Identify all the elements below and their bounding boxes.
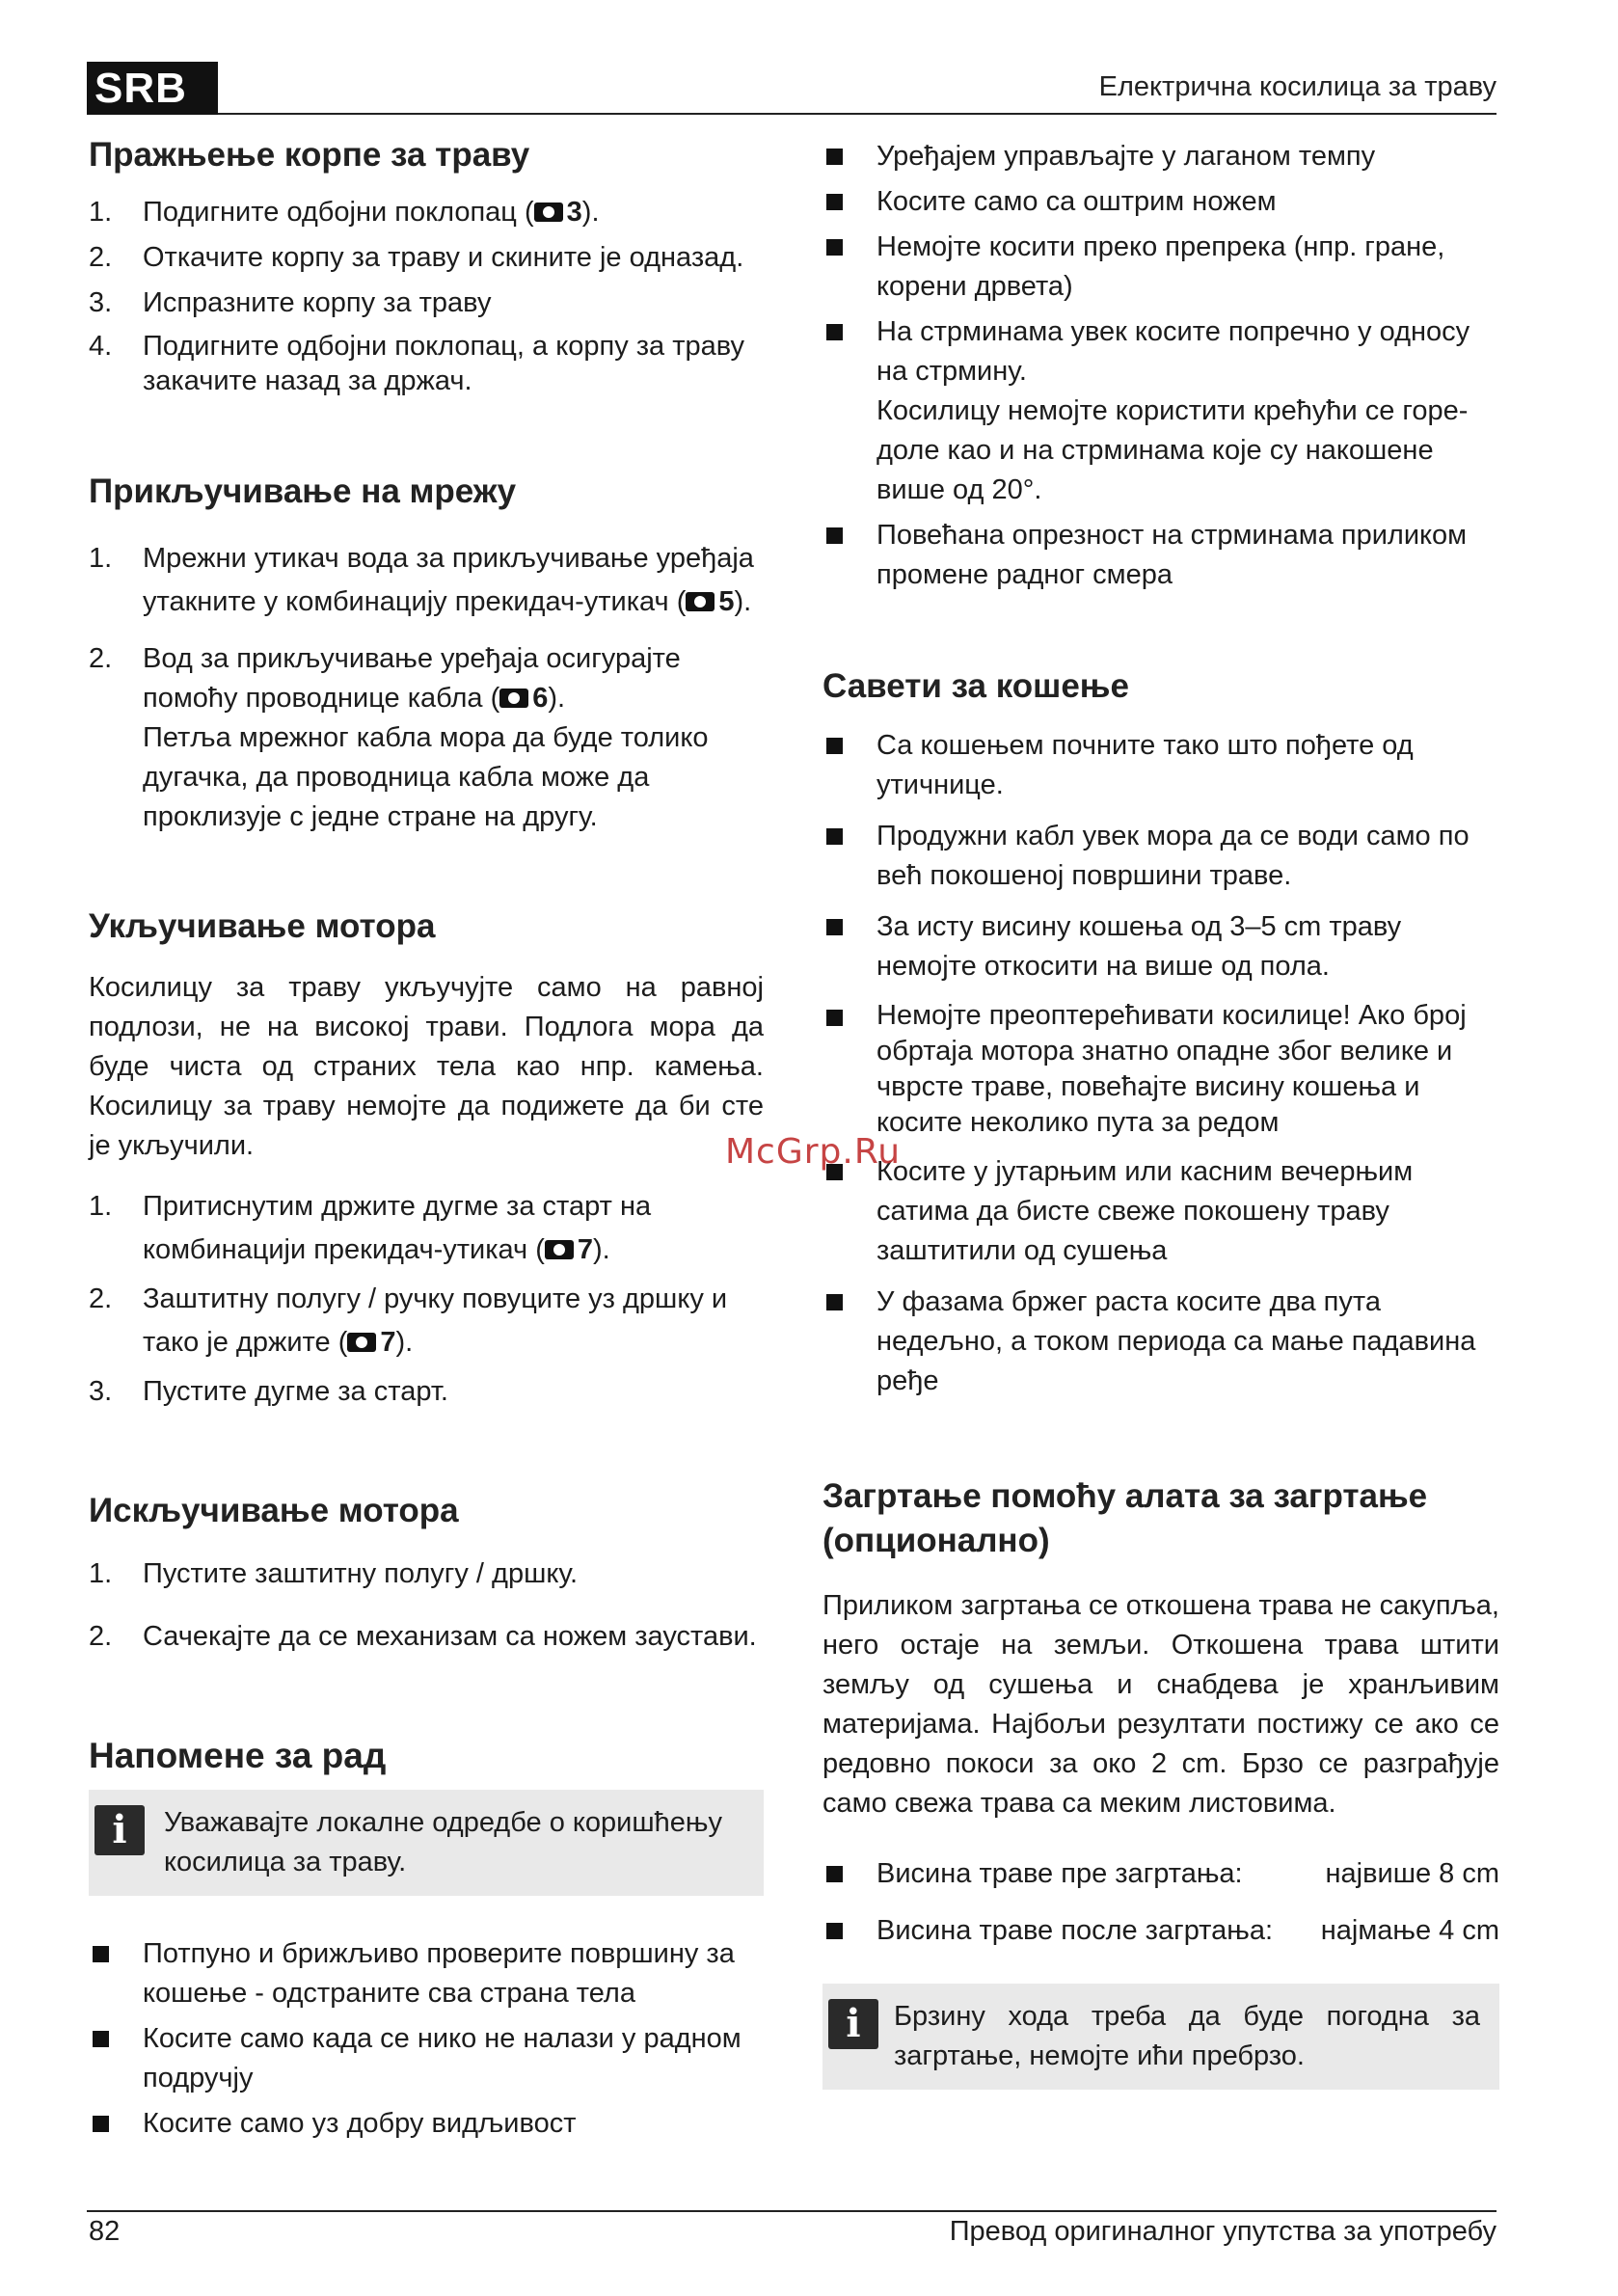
- list-item: [89, 1278, 764, 1364]
- figure-ref: 7: [577, 1234, 594, 1265]
- item-text: Подигните одбојни поклопац, а корпу за траву закачите назад за држач.: [143, 331, 745, 396]
- list-item: [822, 907, 1499, 986]
- figure-ref: 7: [380, 1327, 396, 1358]
- info-icon: i: [94, 1805, 145, 1855]
- bullet-square: [93, 2116, 109, 2132]
- section-title-work-notes: Напомене за рад: [89, 1736, 387, 1775]
- list-item: [89, 1554, 764, 1594]
- item-text: Откачите корпу за траву и скините је одназад.: [143, 242, 744, 273]
- left-column: [89, 133, 764, 2144]
- list-item: [822, 998, 1499, 1141]
- list-item: [89, 2019, 764, 2098]
- list-item: [89, 537, 764, 624]
- mulching-paragraph: Приликом загртања се откошена трава не сакупља, него остаје на земљи. Откошена трава штити земљу од сушења и снабдева је хранљивим материјама. Најбољи резултати постижу се ако се редовно покоси за око 2 cm. Брзо се разграђује само свежа трава са меким листовима.: [822, 1590, 1499, 1819]
- page-number: 82: [89, 2216, 121, 2247]
- bullet-square: [93, 2031, 109, 2047]
- item-text: Са кошењем почните тако што пођете од утичнице.: [876, 730, 1414, 800]
- list-item: [822, 228, 1499, 307]
- list-item: [89, 238, 764, 278]
- list-item: [822, 1283, 1499, 1401]
- item-text: Немојте косити преко препрека (нпр. гране, корени дрвета): [876, 231, 1445, 302]
- height-label: Висина траве после загртања:: [876, 1915, 1274, 1946]
- height-label: Висина траве пре загртања:: [876, 1858, 1243, 1889]
- watermark: McGrp.Ru: [725, 1132, 902, 1172]
- list-item: [89, 2104, 764, 2144]
- section-title-mowing-tips: Савети за кошење: [822, 667, 1129, 705]
- list-item: [822, 312, 1499, 510]
- item-text: Сачекајте да се механизам са ножем заустави.: [143, 1621, 757, 1652]
- list-item: [89, 1617, 764, 1657]
- bullet-square: [826, 194, 843, 210]
- bullet-square: [826, 738, 843, 754]
- list-item: [822, 1854, 1499, 1894]
- list-mains-connection: [89, 537, 764, 837]
- item-text: На стрминама увек косите попречно у односу на стрмину.: [876, 316, 1470, 387]
- item-text-end: ).: [593, 1234, 610, 1265]
- list-item: [822, 516, 1499, 595]
- figure-ref: 5: [718, 586, 735, 617]
- info-box-local-regulations: [89, 1790, 764, 1896]
- item-text-end: ).: [734, 586, 752, 617]
- list-motor-off: [89, 1554, 764, 1657]
- item-number: 1.: [89, 1558, 113, 1589]
- list-item: [89, 1934, 764, 2013]
- item-text: Косите само са оштрим ножем: [876, 186, 1277, 217]
- item-number: 2.: [89, 1283, 113, 1314]
- bullet-square: [826, 149, 843, 165]
- item-text: Мрежни утикач вода за прикључивање уређаја утакните у комбинацију прекидач-утикач (: [143, 543, 754, 617]
- bullet-square: [826, 527, 843, 544]
- list-item: [822, 1152, 1499, 1271]
- item-text: Потпуно и брижљиво проверите површину за кошење - одстраните сва страна тела: [143, 1938, 735, 2009]
- height-value: највише 8 cm: [1325, 1858, 1499, 1889]
- item-number: 2.: [89, 242, 113, 273]
- header-rule: [218, 113, 1497, 115]
- list-item: [822, 817, 1499, 896]
- item-number: 1.: [89, 543, 113, 574]
- item-text: Подигните одбојни поклопац (: [143, 197, 534, 228]
- info-text: Уважавајте локалне одредбе о коришћењу косилица за траву.: [164, 1807, 722, 1877]
- item-number: 3.: [89, 287, 113, 318]
- item-number: 2.: [89, 643, 113, 674]
- item-text: У фазама бржег раста косите два пута недељно, а током периода са мање падавина ређе: [876, 1286, 1476, 1396]
- list-mowing-tips: [822, 726, 1499, 1401]
- list-emptying-bag: [89, 193, 764, 398]
- list-item: [89, 284, 764, 323]
- header-title: Електрична косилица за траву: [1098, 71, 1497, 102]
- list-item: [89, 1185, 764, 1272]
- list-item: [89, 329, 764, 398]
- item-number: 1.: [89, 1191, 113, 1222]
- bullet-square: [826, 919, 843, 935]
- item-text-end: ).: [395, 1327, 414, 1358]
- camera-icon: [545, 1240, 574, 1259]
- item-text: За исту висину кошења од 3–5 cm траву немојте откосити на више од пола.: [876, 911, 1402, 982]
- bullet-square: [826, 1866, 843, 1882]
- bullet-square: [826, 828, 843, 845]
- camera-icon: [347, 1333, 376, 1352]
- section-title-mains-connection: Прикључивање на мрежу: [89, 473, 517, 510]
- item-number: 1.: [89, 197, 113, 228]
- item-text: Косите само када се нико не налази у радном подручју: [143, 2023, 742, 2093]
- height-value: најмање 4 cm: [1320, 1915, 1499, 1946]
- list-item: [89, 193, 764, 232]
- bullet-square: [93, 1946, 109, 1962]
- bullet-square: [826, 239, 843, 256]
- list-mulching-heights: [822, 1854, 1499, 1951]
- item-text: Пустите дугме за старт.: [143, 1376, 448, 1407]
- list-item: [822, 726, 1499, 805]
- list-work-notes: [89, 1934, 764, 2144]
- info-box-walking-speed: [822, 1984, 1499, 2090]
- camera-icon: [686, 592, 715, 611]
- item-text: Уређајем управљајте у лаганом темпу: [876, 141, 1376, 172]
- figure-ref: 6: [532, 683, 549, 714]
- section-title-mulching: Загртање помоћу алата за загртање (опционално): [822, 1477, 1428, 1559]
- bullet-square: [826, 1294, 843, 1310]
- list-operation-tips: [822, 137, 1499, 595]
- item-text-end: ).: [548, 683, 566, 714]
- item-text-end: ).: [581, 197, 600, 228]
- list-item: [89, 639, 764, 837]
- list-motor-on: [89, 1185, 764, 1412]
- item-text: Косите у јутарњим или касним вечерњим сатима да бисте свеже покошену траву заштитили од сушења: [876, 1156, 1414, 1266]
- language-tab: SRB: [87, 62, 218, 115]
- item-text: Заштитну полугу / ручку повуците уз дршку и тако је држите (: [143, 1283, 728, 1358]
- figure-ref: 3: [566, 197, 582, 228]
- item-text: Пустите заштитну полугу / дршку.: [143, 1558, 579, 1589]
- item-text: Продужни кабл увек мора да се води само по већ покошеној површини траве.: [876, 821, 1470, 891]
- section-title-motor-off: Искључивање мотора: [89, 1492, 459, 1529]
- item-text: Повећана опрезност на стрминама приликом промене радног смера: [876, 520, 1468, 590]
- footer-title: Превод оригиналног упутства за употребу: [949, 2216, 1497, 2247]
- bullet-square: [826, 324, 843, 340]
- list-item: [822, 1911, 1499, 1951]
- right-column: [822, 137, 1499, 2090]
- item-number: 4.: [89, 331, 113, 362]
- bullet-square: [826, 1923, 843, 1939]
- list-item: [89, 1372, 764, 1412]
- item-text: Испразните корпу за траву: [143, 287, 492, 318]
- info-text: Брзину хода треба да буде погодна за загртање, немојте ићи пребрзо.: [894, 2001, 1480, 2071]
- item-text-continued: Косилицу немојте користити крећући се горе-доле као и на стрминама које су накошене више од 20°.: [876, 395, 1469, 505]
- info-icon: i: [828, 1999, 878, 2049]
- motor-on-paragraph: Косилицу за траву укључујте само на равној подлози, не на високој трави. Подлога мора да буде чиста од страних тела као нпр. камења. Косилицу за траву немојте да подижете да би сте је укључили.: [89, 972, 764, 1161]
- camera-icon: [534, 203, 563, 222]
- list-item: [822, 137, 1499, 176]
- item-number: 2.: [89, 1621, 113, 1652]
- list-item: [822, 182, 1499, 222]
- item-number: 3.: [89, 1376, 113, 1407]
- item-note: Петља мрежног кабла мора да буде толико дугачка, да проводница кабла може да проклизује с једне стране на другу.: [143, 722, 709, 832]
- camera-icon: [499, 689, 528, 708]
- item-text: Притиснутим држите дугме за старт на комбинацији прекидач-утикач (: [143, 1191, 652, 1265]
- bullet-square: [826, 1010, 843, 1026]
- section-title-emptying-bag: Пражњење корпе за траву: [89, 136, 530, 174]
- section-title-motor-on: Укључивање мотора: [89, 907, 436, 945]
- footer-rule: [87, 2210, 1497, 2212]
- item-text: Косите само уз добру видљивост: [143, 2108, 577, 2139]
- item-text: Немојте преоптерећивати косилице! Ако број обртаја мотора знатно опадне због велике и чврсте траве, повећајте висину кошења и косите неколико пута за редом: [876, 1000, 1467, 1138]
- item-text: Вод за прикључивање уређаја осигурајте помоћу проводнице кабла (: [143, 643, 681, 714]
